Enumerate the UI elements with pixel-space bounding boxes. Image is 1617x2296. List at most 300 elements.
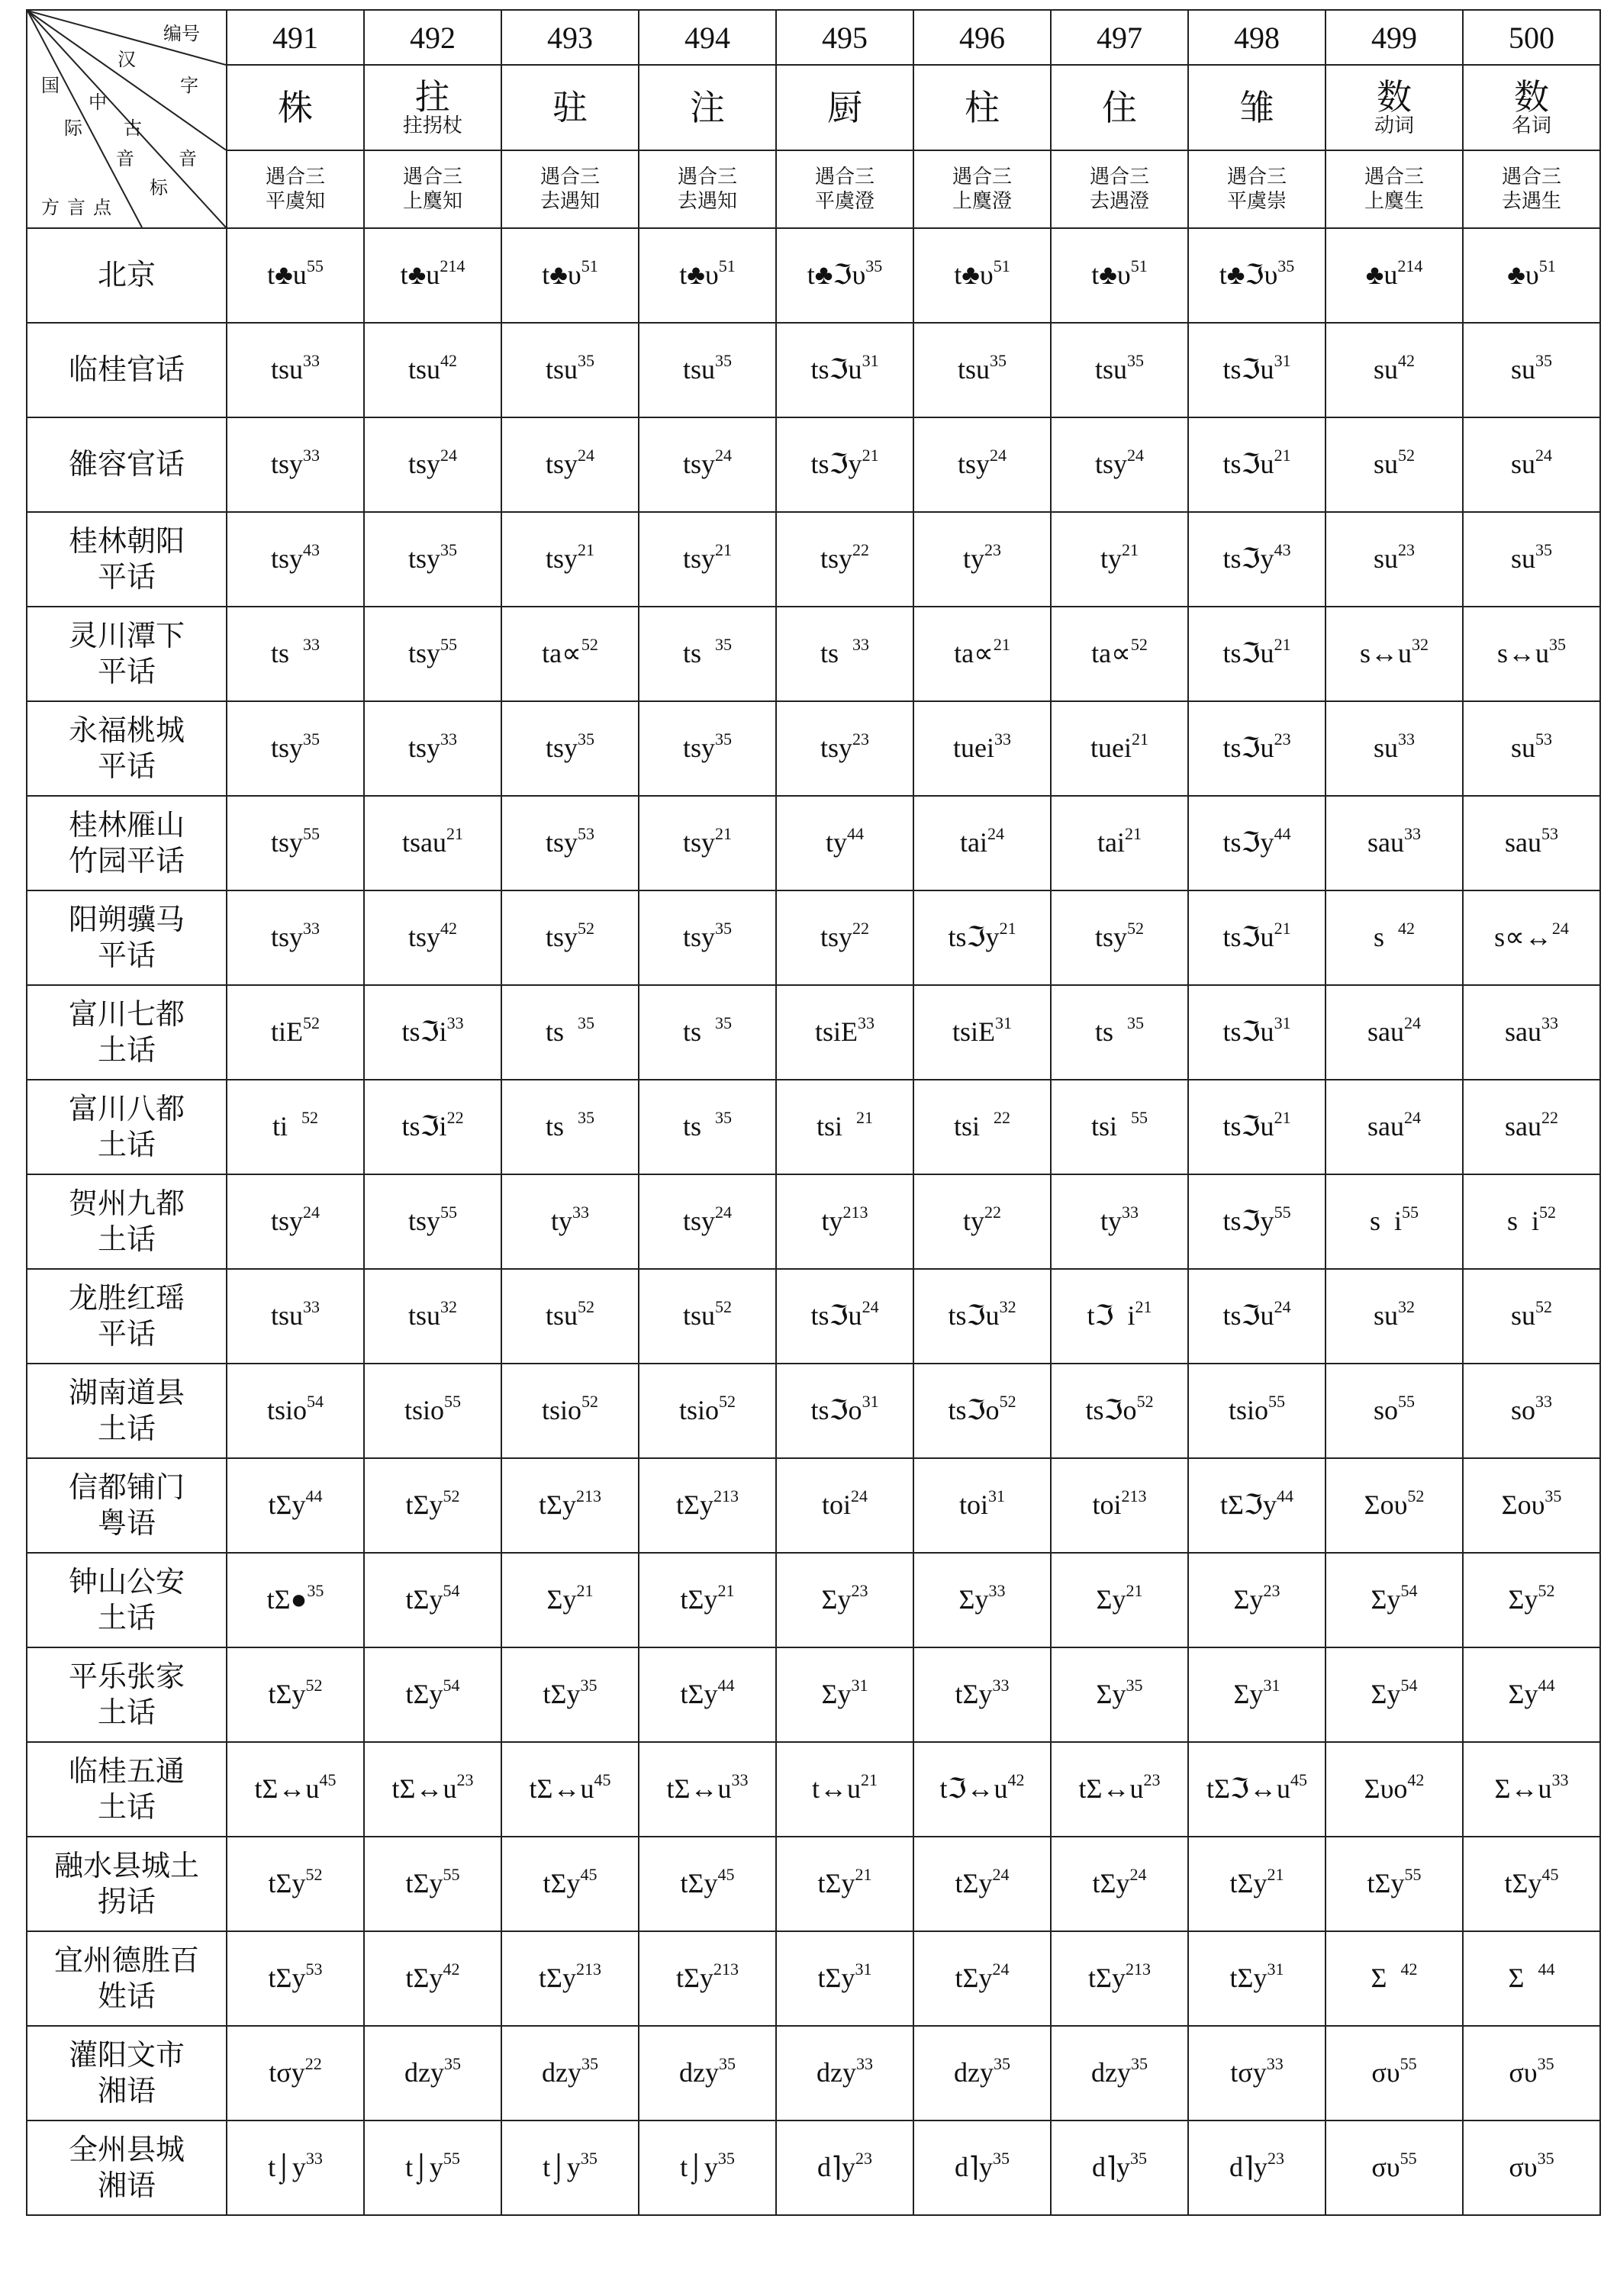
pronunciation-cell [1325,796,1463,890]
column-number: 494 [639,10,776,65]
han-character: 株 [278,86,313,128]
pronunciation-cell [364,985,501,1080]
pronunciation-cell [1325,2120,1463,2215]
tone-value: 45 [1541,1865,1559,1885]
pronunciation-cell [227,2026,364,2120]
ipa-syllable: t⌡y [268,2152,306,2183]
tone-value: 21 [856,1108,873,1128]
tone-value: 44 [305,1486,323,1506]
tone-value: 52 [719,1392,736,1412]
pronunciation-cell [1188,607,1325,701]
ipa-syllable: Σy [546,1584,577,1615]
tone-value: 52 [305,1676,323,1695]
column-number: 497 [1051,10,1188,65]
pronunciation-cell [364,1837,501,1931]
pronunciation-cell [913,1269,1051,1364]
pronunciation-cell [227,890,364,985]
pronunciation-cell [1051,1364,1188,1458]
han-character: 住 [1102,86,1137,128]
pronunciation-cell [364,1647,501,1742]
ipa-syllable: tsℑy [1222,543,1274,575]
tone-value: 23 [1398,540,1415,560]
ipa-syllable: tsy [682,543,715,575]
ipa-syllable: tΣ↔u [1078,1773,1144,1805]
pronunciation-cell [913,2026,1051,2120]
dialect-point-line: 融水县城土 [53,1848,199,1882]
ipa-syllable: tsio [404,1395,444,1426]
tone-value: 21 [717,1581,735,1601]
middle-chinese-rhyme: 遇合三 [265,165,325,188]
pronunciation-cell [776,2120,913,2215]
dialect-point-line: 钟山公安 [68,1564,185,1599]
dialect-row [27,323,1600,417]
pronunciation-cell [501,796,639,890]
dialect-row [27,2120,1600,2215]
tone-value: 52 [1127,919,1144,939]
tone-value: 44 [1274,824,1291,844]
ipa-syllable: tsℑu [1222,638,1274,669]
tone-value: 23 [851,1581,868,1601]
pronunciation-cell [1051,512,1188,607]
pronunciation-cell [227,1553,364,1647]
pronunciation-cell [1463,228,1600,323]
column-number: 500 [1463,10,1600,65]
tone-value: 33 [1266,2054,1284,2074]
column-number: 493 [501,10,639,65]
middle-chinese-category [913,150,1051,228]
tone-value: 52 [1539,1203,1556,1222]
ipa-syllable: d⌉y [1229,2152,1268,2183]
ipa-syllable: ta∝ [1091,638,1131,669]
pronunciation-cell [1051,417,1188,512]
character-gloss: 名词 [1511,114,1551,137]
ipa-syllable: dzy [1091,2057,1131,2088]
tone-value: 31 [862,351,879,371]
ipa-syllable: tΣy [676,1963,713,1994]
dialect-point-line: 富川七都 [68,997,185,1031]
ipa-syllable: tsy [820,733,852,764]
pronunciation-cell [364,1174,501,1269]
dialect-point-name [27,1553,227,1647]
tone-value: 35 [865,256,883,276]
tone-value: 33 [992,1676,1010,1695]
pronunciation-cell [501,701,639,796]
tone-value: 44 [1538,1676,1555,1695]
pronunciation-cell [639,1269,776,1364]
pronunciation-cell [1463,417,1600,512]
tone-value: 24 [715,446,732,465]
ipa-char-3: 音 [116,148,134,169]
pronunciation-cell [776,1080,913,1174]
dialect-row [27,1837,1600,1931]
tone-value: 24 [1404,1108,1421,1128]
pronunciation-cell [227,1174,364,1269]
ipa-syllable: d⌉y [817,2152,856,2183]
tone-value: 33 [303,919,320,939]
ipa-syllable: s↔u [1496,638,1549,669]
ipa-syllable: t♣ℑυ [1219,259,1278,291]
tone-value: 213 [713,1486,739,1506]
tone-value: 24 [715,1203,732,1222]
pronunciation-cell [501,890,639,985]
ipa-syllable: tsy [682,827,715,858]
pronunciation-cell [913,985,1051,1080]
tone-value: 23 [1274,729,1291,749]
pronunciation-cell [227,607,364,701]
tone-value: 55 [1131,1108,1148,1128]
middle-chinese-rhyme: 遇合三 [1501,165,1561,188]
middle-chinese-rhyme: 遇合三 [952,165,1012,188]
tone-value: 33 [303,351,320,371]
tone-value: 44 [1277,1486,1294,1506]
ipa-syllable: t♣υ [954,259,994,291]
pronunciation-cell [364,1269,501,1364]
tone-value: 21 [715,540,732,560]
ipa-syllable: tsℑy [810,449,862,480]
tone-value: 54 [1400,1581,1418,1601]
tone-value: 55 [440,1203,457,1222]
ipa-syllable: Σoυ [1501,1489,1545,1521]
tone-value: 54 [1400,1676,1418,1695]
pronunciation-cell [639,417,776,512]
pronunciation-cell [1188,890,1325,985]
pronunciation-cell [639,1742,776,1837]
pronunciation-cell [639,2120,776,2215]
tone-value: 35 [718,2054,736,2074]
tone-value: 35 [715,635,732,655]
tone-value: 21 [1131,729,1148,749]
column-number: 491 [227,10,364,65]
pronunciation-cell [1051,1174,1188,1269]
pronunciation-cell [1325,1080,1463,1174]
middle-chinese-tone-initial: 平虞知 [265,190,325,213]
pronunciation-cell [1188,1647,1325,1742]
tone-value: 21 [1274,635,1291,655]
ipa-syllable: sau [1505,827,1541,858]
dialect-point-line: 平话 [97,1317,156,1351]
tone-value: 55 [1274,1203,1291,1222]
dialect-point-line: 土话 [97,1601,156,1634]
han-character: 雏 [1239,86,1274,128]
tone-value: 52 [1538,1581,1555,1601]
tone-value: 21 [715,824,732,844]
tone-value: 45 [580,1865,598,1885]
ipa-syllable: tΣℑy [1219,1489,1277,1521]
tone-value: 24 [987,824,1004,844]
tone-value: 42 [1007,1770,1025,1790]
serial-label: 编号 [163,23,200,44]
pronunciation-cell [1188,512,1325,607]
column-character [639,65,776,150]
ipa-syllable: tsy [407,922,440,953]
pronunciation-cell [776,1742,913,1837]
pronunciation-cell [227,417,364,512]
column-character [1325,65,1463,150]
ipa-syllable: tsy [682,922,715,953]
column-character [776,65,913,150]
ipa-syllable: tsℑu [1222,1111,1274,1142]
tone-value: 45 [717,1865,735,1885]
dialect-point-name [27,1647,227,1742]
pronunciation-cell [1188,985,1325,1080]
pronunciation-cell [1188,796,1325,890]
tone-value: 35 [580,1676,598,1695]
tone-value: 33 [1398,729,1415,749]
ipa-syllable: ty [825,827,847,858]
ipa-syllable: tsℑu [1222,1016,1274,1048]
ipa-syllable: su [1510,733,1535,764]
han-character: 数 [1377,76,1412,118]
ipa-syllable: Σy [1096,1679,1126,1710]
ipa-syllable: tsℑu [810,354,862,385]
pronunciation-cell [1463,985,1600,1080]
pronunciation-cell [227,512,364,607]
pronunciation-cell [501,1174,639,1269]
ipa-syllable: so [1373,1395,1398,1426]
dialect-row [27,417,1600,512]
middle-chinese-rhyme: 遇合三 [1364,165,1424,188]
pronunciation-cell [227,1364,364,1458]
dialect-point-name [27,701,227,796]
ipa-syllable: tsy [270,1206,303,1237]
pronunciation-cell [1325,701,1463,796]
ipa-syllable: tΣy [405,1679,443,1710]
ipa-syllable: tΣ↔u [529,1773,594,1805]
ipa-syllable: tsℑo [810,1395,862,1426]
pronunciation-cell [639,228,776,323]
ipa-syllable: tsy [545,827,578,858]
tone-value: 21 [1135,1297,1152,1317]
pronunciation-cell [227,228,364,323]
pronunciation-cell [1463,1080,1600,1174]
tone-value: 43 [1274,540,1291,560]
ipa-syllable: tΣy [543,1868,581,1899]
dialect-row [27,1458,1600,1553]
dialect-point-name [27,1742,227,1837]
ipa-syllable: tsy [545,449,578,480]
tone-value: 24 [1535,446,1552,465]
dialect-point-name [27,607,227,701]
dialect-point-name [27,985,227,1080]
tone-value: 35 [580,2149,598,2169]
pronunciation-cell [776,1458,913,1553]
dialect-point-line: 土话 [97,1033,156,1067]
dialect-row [27,985,1600,1080]
tone-value: 24 [1404,1013,1421,1033]
pronunciation-cell [501,1931,639,2026]
ipa-syllable: tΣy [539,1489,576,1521]
ipa-syllable: συ [1371,2057,1400,2088]
ipa-syllable: ts [1094,1016,1127,1048]
dialect-row [27,1931,1600,2026]
pronunciation-cell [501,1837,639,1931]
pronunciation-cell [227,2120,364,2215]
ipa-syllable: su [1373,543,1398,575]
middle-chinese-tone-initial: 平虞崇 [1226,190,1287,213]
pronunciation-cell [1463,1837,1600,1931]
tone-value: 33 [303,635,320,655]
dialect-point-line: 土话 [97,1790,156,1824]
tone-value: 213 [1121,1486,1147,1506]
ipa-syllable: tsu [545,1300,578,1332]
tone-value: 42 [1400,1959,1418,1979]
ipa-syllable: tsℑy [1222,1206,1274,1237]
tone-value: 52 [303,1013,320,1033]
pronunciation-cell [1325,1931,1463,2026]
ipa-syllable: tsℑo [948,1395,1000,1426]
ipa-syllable: t♣u [400,259,440,291]
tone-value: 22 [446,1108,464,1128]
dialect-point-line: 全州县城 [68,2132,185,2166]
ipa-syllable: tsy [270,543,303,575]
tone-value: 55 [303,824,320,844]
pronunciation-cell [1188,1269,1325,1364]
pronunciation-cell [364,1458,501,1553]
pronunciation-cell [1188,417,1325,512]
tone-value: 35 [1130,2054,1148,2074]
pronunciation-cell [1188,1364,1325,1458]
pronunciation-cell [913,1174,1051,1269]
ipa-syllable: tΣ↔u [254,1773,320,1805]
ipa-syllable: Συo [1364,1773,1408,1805]
pronunciation-cell [913,417,1051,512]
tone-value: 24 [303,1203,320,1222]
tone-value: 52 [1130,635,1148,655]
ipa-syllable: sau [1367,1111,1404,1142]
tone-value: 35 [307,1581,324,1601]
ipa-syllable: su [1373,354,1398,385]
tone-value: 213 [713,1959,739,1979]
ipa-syllable: ty [821,1206,843,1237]
tone-value: 53 [578,824,594,844]
dialect-point-line: 平话 [97,749,156,783]
middle-char-3: 音 [179,148,197,169]
tone-value: 35 [715,1013,732,1033]
ipa-syllable: tsu [270,354,303,385]
dialect-point-name [27,2120,227,2215]
ipa-syllable: Σy [1371,1679,1401,1710]
middle-chinese-tone-initial: 上麌知 [402,190,462,213]
pronunciation-cell [1051,1269,1188,1364]
pronunciation-cell [1463,1174,1600,1269]
ipa-syllable: ta∝ [954,638,994,669]
ipa-syllable: tsy [545,733,578,764]
pronunciation-cell [227,323,364,417]
middle-chinese-tone-initial: 上麌生 [1364,190,1424,213]
ipa-syllable: tuei [1090,733,1132,764]
ipa-syllable: dzy [679,2057,719,2088]
ipa-syllable: Σ↔u [1494,1773,1552,1805]
pronunciation-cell [639,890,776,985]
dialect-point-line: 土话 [97,1128,156,1161]
ipa-syllable: ♣υ [1507,259,1539,291]
tone-value: 35 [1545,1486,1562,1506]
pronunciation-cell [501,512,639,607]
ipa-syllable: ti [272,1111,301,1142]
ipa-syllable: ty [550,1206,572,1237]
ipa-syllable: so [1510,1395,1535,1426]
pronunciation-cell [364,512,501,607]
ipa-syllable: Σy [1233,1584,1264,1615]
pronunciation-cell [776,985,913,1080]
dialect-point-name: 临桂官话 [27,323,227,417]
tone-value: 53 [1535,729,1552,749]
dialect-point-name [27,1931,227,2026]
tone-value: 33 [446,1013,464,1033]
dialect-point-name [27,1080,227,1174]
ipa-syllable: tΣy [817,1963,855,1994]
ipa-syllable: Σ [1508,1963,1538,1994]
pronunciation-cell [501,2120,639,2215]
ipa-char-1: 国 [41,75,60,96]
pronunciation-cell [776,701,913,796]
pronunciation-cell [776,1931,913,2026]
column-number: 499 [1325,10,1463,65]
tone-value: 35 [578,729,594,749]
tone-value: 53 [305,1959,323,1979]
middle-chinese-tone-initial: 去遇生 [1501,190,1561,213]
ipa-syllable: s i [1506,1206,1539,1237]
dialect-point-line: 平话 [97,939,156,972]
han-char-2: 字 [180,75,198,96]
ipa-syllable: ty [962,1206,984,1237]
ipa-syllable: dzy [817,2057,856,2088]
pronunciation-cell [227,1458,364,1553]
tone-value: 32 [440,1297,457,1317]
dialect-point-name [27,1269,227,1364]
tone-value: 33 [440,729,457,749]
ipa-syllable: tsy [407,1206,440,1237]
pronunciation-cell [1325,1458,1463,1553]
dialect-point-line: 竹园平话 [68,844,185,878]
ipa-syllable: tΣy [676,1489,713,1521]
ipa-syllable: tΣy [955,1963,993,1994]
pronunciation-cell [1188,1553,1325,1647]
ipa-syllable: sau [1367,1016,1404,1048]
dialect-point-line: 姓话 [97,1979,156,2013]
pronunciation-cell [1188,1742,1325,1837]
ipa-syllable: Σy [1096,1584,1126,1615]
pronunciation-cell [776,1553,913,1647]
ipa-syllable: tΣy [955,1679,993,1710]
pronunciation-cell [501,323,639,417]
ipa-syllable: tsy [682,1206,715,1237]
dialect-point-line: 土话 [97,1222,156,1256]
pronunciation-cell [1051,1080,1188,1174]
tone-value: 21 [993,635,1010,655]
pronunciation-cell [1463,1364,1600,1458]
tone-value: 55 [1402,1203,1419,1222]
tone-value: 23 [984,540,1001,560]
ipa-syllable: tsℑu [810,1300,862,1332]
dialect-row [27,1647,1600,1742]
ipa-syllable: t♣ℑυ [807,259,866,291]
ipa-syllable: t↔u [811,1773,861,1805]
ipa-syllable: s∝↔ [1494,922,1552,953]
dialect-point-line: 灵川潭下 [68,618,185,652]
tone-value: 35 [578,1013,594,1033]
ipa-syllable: tℑ i [1087,1300,1135,1332]
tone-value: 42 [1407,1770,1425,1790]
dialect-point-line: 宜州德胜百 [53,1943,199,1977]
pronunciation-cell [501,607,639,701]
han-character: 注 [690,86,725,128]
dialect-point-line: 桂林雁山 [68,807,185,842]
tone-value: 55 [1398,1392,1415,1412]
ipa-syllable: tsℑy [1222,827,1274,858]
dialect-point-line: 富川八都 [68,1091,185,1125]
ipa-syllable: tsu [682,354,715,385]
